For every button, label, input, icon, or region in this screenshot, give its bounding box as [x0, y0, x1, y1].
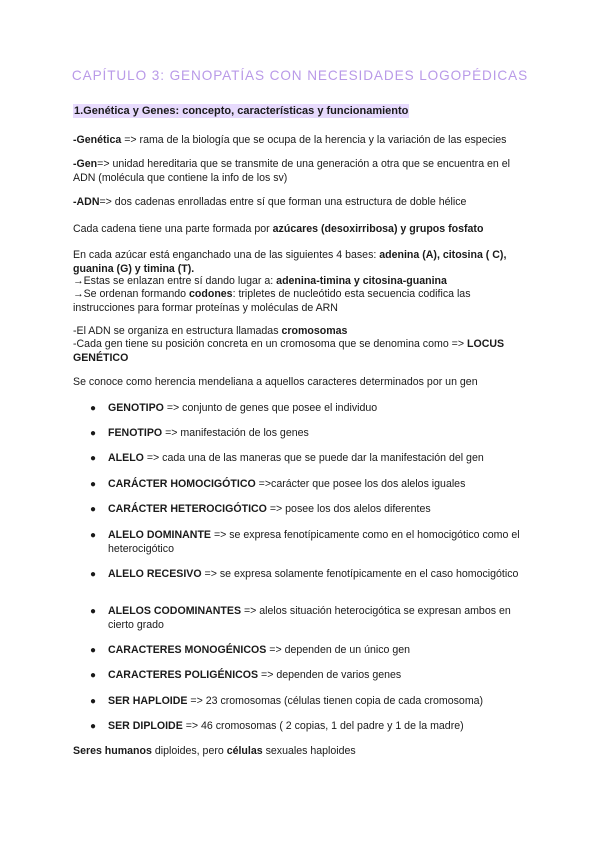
- chapter-title: CAPÍTULO 3: GENOPATÍAS CON NECESIDADES LOGOPÉDICAS: [71, 68, 529, 83]
- text: : tripletes de nucleótido esta secuencia codifica las instrucciones para formar proteínas y moléculas de ARN: [73, 288, 471, 314]
- text: →Estas se enlazan entre sí dando lugar a:: [73, 275, 277, 287]
- definition-text: => conjunto de genes que posee el individuo: [163, 402, 378, 414]
- definition-text: => alelos situación heterocigótica se expresan ambos en cierto grado: [108, 605, 511, 631]
- term: ALELOS CODOMINANTES: [108, 605, 242, 617]
- paragraph-herencia: Se conoce como herencia mendeliana a aquellos caracteres determinados por un gen: [73, 376, 478, 388]
- bullet-icon: ●: [90, 453, 97, 464]
- text: Cada cadena tiene una parte formada por: [73, 223, 273, 235]
- emphasis: cromosomas: [281, 325, 348, 337]
- definition-text: => manifestación de los genes: [162, 427, 309, 439]
- emphasis: azúcares (desoxirribosa) y grupos fosfato: [272, 223, 484, 235]
- definition-text: => se expresa fenotípicamente como en el homocigótico como el heterocigótico: [108, 529, 520, 555]
- definition-text: => se expresa solamente fenotípicamente en el caso homocigótico: [201, 568, 519, 580]
- list-item: [90, 452, 528, 466]
- bullet-icon: ●: [90, 670, 97, 681]
- emphasis: codones: [189, 288, 233, 300]
- term: CARÁCTER HETEROCIGÓTICO: [108, 503, 267, 515]
- paragraph-cromosomas: [73, 325, 533, 339]
- text: →Se ordenan formando: [73, 288, 190, 300]
- definition-text: => 46 cromosomas ( 2 copias, 1 del padre y 1 de la madre): [182, 720, 464, 732]
- term: -Genética: [73, 134, 122, 146]
- paragraph-cadena: [73, 223, 533, 237]
- emphasis: células: [226, 745, 263, 757]
- definition-adn: [73, 196, 533, 210]
- bullet-icon: ●: [90, 530, 97, 541]
- text: sexuales haploides: [262, 745, 356, 757]
- emphasis: adenina (A), citosina ( C), guanina (G) y timina (T).: [73, 249, 507, 275]
- list-item: [90, 402, 528, 416]
- term: -Gen: [73, 158, 98, 170]
- term: SER DIPLOIDE: [108, 720, 183, 732]
- definition-text: =>carácter que posee los dos alelos iguales: [255, 478, 466, 490]
- text: -El ADN se organiza en estructura llamadas: [73, 325, 282, 337]
- definition-text: => dependen de varios genes: [258, 669, 402, 681]
- bullet-icon: ●: [90, 721, 97, 732]
- definition-text: => cada una de las maneras que se puede dar la manifestación del gen: [143, 452, 484, 464]
- closing-paragraph: [73, 745, 533, 759]
- definition-text: => dos cadenas enrolladas entre sí que forman una estructura de doble hélice: [99, 196, 467, 208]
- definition-text: => 23 cromosomas (células tienen copia de cada cromosoma): [187, 695, 484, 707]
- definition-text: => rama de la biología que se ocupa de la herencia y la variación de las especies: [121, 134, 507, 146]
- bullet-icon: ●: [90, 606, 97, 617]
- term: ALELO DOMINANTE: [108, 529, 211, 541]
- emphasis: Seres humanos: [73, 745, 152, 757]
- bullet-icon: ●: [90, 645, 97, 656]
- bullet-icon: ●: [90, 403, 97, 414]
- term: CARACTERES MONOGÉNICOS: [108, 644, 267, 656]
- definition-gen: [73, 158, 533, 185]
- list-item: [90, 427, 528, 441]
- list-item: [90, 568, 528, 582]
- list-item: [90, 695, 528, 709]
- term: -ADN: [73, 196, 100, 208]
- list-item: [90, 644, 528, 658]
- bullet-icon: ●: [90, 569, 97, 580]
- emphasis: adenina-timina y citosina-guanina: [276, 275, 447, 287]
- term: CARÁCTER HOMOCIGÓTICO: [108, 478, 256, 490]
- text: -Cada gen tiene su posición concreta en un cromosoma que se denomina como =>: [73, 338, 467, 350]
- section-heading: 1.Genética y Genes: concepto, características y funcionamiento: [74, 105, 409, 117]
- list-item: [90, 720, 528, 734]
- definition-text: => dependen de un único gen: [266, 644, 411, 656]
- term: SER HAPLOIDE: [108, 695, 188, 707]
- list-item: [90, 605, 528, 632]
- bullet-icon: ●: [90, 504, 97, 515]
- bullet-icon: ●: [90, 428, 97, 439]
- bullet-icon: ●: [90, 479, 97, 490]
- definition-text: => posee los dos alelos diferentes: [266, 503, 431, 515]
- text: diploides, pero: [151, 745, 227, 757]
- paragraph-enlazan: [73, 275, 533, 289]
- definition-genetica: [73, 134, 533, 148]
- emphasis: LOCUS GENÉTICO: [73, 338, 505, 364]
- term: FENOTIPO: [108, 427, 163, 439]
- list-item: [90, 669, 528, 683]
- paragraph-bases: [73, 249, 533, 276]
- list-item: [90, 478, 528, 492]
- term: ALELO RECESIVO: [108, 568, 202, 580]
- list-item: [90, 529, 528, 556]
- list-item: [90, 503, 528, 517]
- term: ALELO: [108, 452, 144, 464]
- bullet-icon: ●: [90, 696, 97, 707]
- paragraph-codones: [73, 288, 533, 315]
- definition-text: => unidad hereditaria que se transmite de una generación a otra que se encuentra en el ADN (molécula que contiene la info de los sv): [73, 158, 510, 184]
- term: GENOTIPO: [108, 402, 164, 414]
- paragraph-locus: [73, 338, 533, 365]
- text: En cada azúcar está enganchado una de las siguientes 4 bases:: [73, 249, 380, 261]
- term: CARACTERES POLIGÉNICOS: [108, 669, 259, 681]
